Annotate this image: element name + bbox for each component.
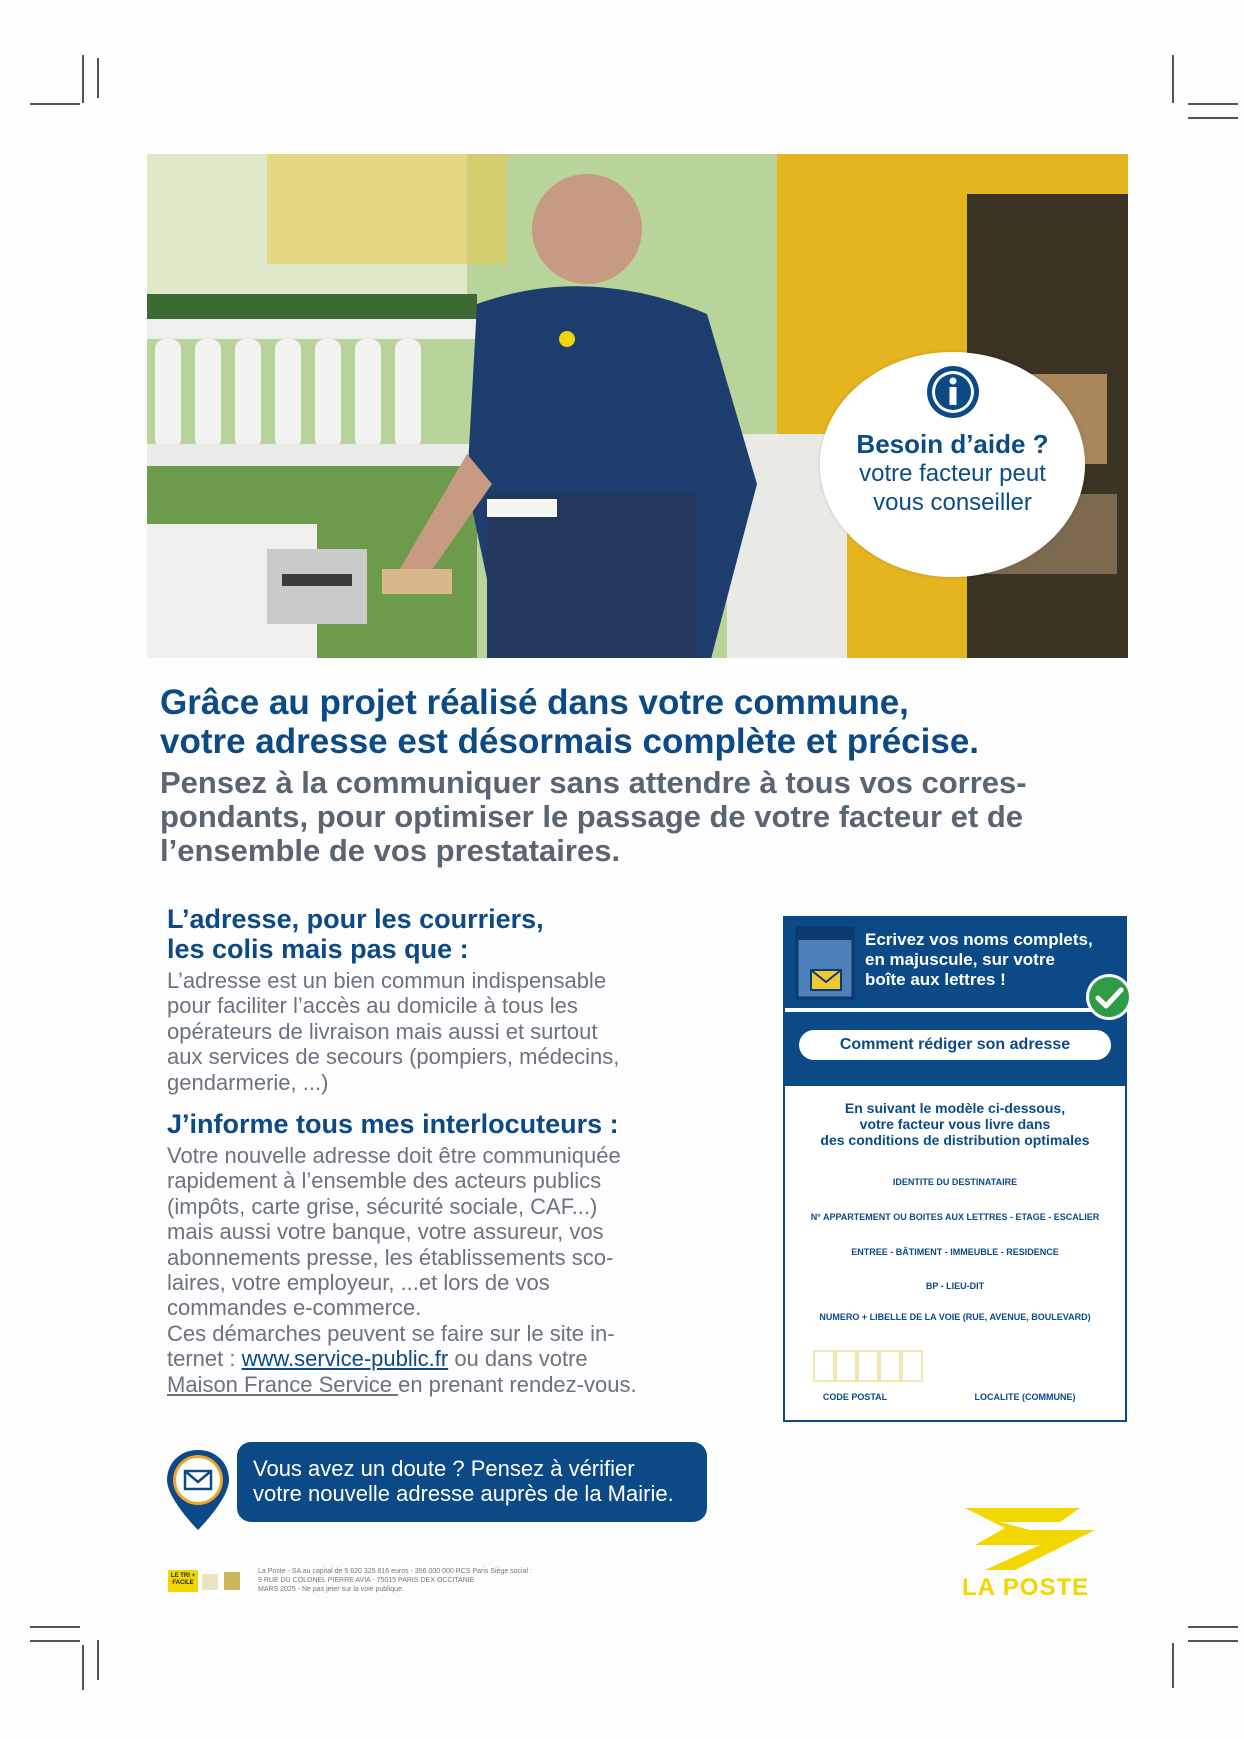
address-card (783, 916, 1127, 1422)
crop-mark (1188, 1640, 1238, 1642)
card-header-line: Ecrivez vos noms complets, (865, 930, 1093, 949)
body-line: opérateurs de livraison mais aussi et surtout (167, 1018, 598, 1044)
address-line-label: N° APPARTEMENT OU BOITES AUX LETTRES - ETAGE - ESCALIER (810, 1212, 1100, 1222)
address-line-label: ENTREE - BÂTIMENT - IMMEUBLE - RESIDENCE (851, 1247, 1059, 1257)
help-box (237, 1442, 707, 1522)
card-intro-line: votre facteur vous livre dans (859, 1116, 1051, 1132)
section-body (167, 968, 727, 1095)
recycling-icon (200, 1570, 244, 1592)
body-line: gendarmerie, ...) (167, 1069, 329, 1095)
card-header-line: en majuscule, sur votre (865, 950, 1055, 969)
tri-logo-text: LE TRI + FACILE (168, 1570, 198, 1592)
headline (160, 683, 1120, 761)
crop-mark (82, 55, 84, 103)
subheadline-line: l’ensemble de vos prestataires. (160, 833, 621, 868)
crop-mark (30, 1626, 80, 1628)
section-body (167, 1143, 727, 1397)
section-heading (167, 904, 727, 964)
info-column (167, 904, 727, 1397)
body-line: Votre nouvelle adresse doit être communiquée (167, 1143, 621, 1169)
address-line-label: NUMERO + LIBELLE DE LA VOIE (RUE, AVENUE, BOULEVARD) (819, 1312, 1091, 1322)
crop-mark (1188, 1626, 1238, 1628)
legal-line: MARS 2025 - Ne pas jeter sur la voie publique. (258, 1586, 404, 1593)
postal-code-label: CODE POSTAL (822, 1392, 888, 1402)
body-line: mais aussi votre banque, votre assureur, vos (167, 1219, 604, 1245)
service-public-link[interactable]: www.service-public.fr (241, 1346, 449, 1372)
maison-france-service-link[interactable]: Maison France Service (167, 1371, 399, 1397)
body-line: commandes e-commerce. (167, 1295, 422, 1321)
bubble-title: Besoin d’aide ? (856, 429, 1049, 459)
postal-code-boxes (813, 1350, 925, 1382)
section-heading-line: les colis mais pas que : (167, 934, 469, 964)
legal-line: La Poste - SA au capital de 5 620 325 816 euros - 356 000 000 RCS Paris Siège social : (258, 1568, 532, 1575)
crop-mark (97, 58, 99, 98)
body-line: pour faciliter l’accès au domicile à tous les (167, 993, 578, 1019)
link-suffix: ou dans votre (448, 1346, 588, 1372)
address-line-label: BP - LIEU-DIT (925, 1281, 985, 1291)
link-suffix: en prenant rendez-vous. (398, 1371, 637, 1397)
section-heading-line: L’adresse, pour les courriers, (167, 904, 544, 934)
mailbox-icon (793, 924, 857, 1002)
how-to-write-address-label: Comment rédiger son adresse (799, 1030, 1111, 1060)
body-line (167, 1346, 727, 1371)
body-line: aux services de secours (pompiers, médecins, (167, 1044, 620, 1070)
check-icon (1085, 973, 1133, 1021)
body-line: (impôts, carte grise, sécurité sociale, CAF...) (167, 1193, 598, 1219)
bubble-line: votre facteur peut (859, 460, 1046, 487)
card-header (785, 918, 1125, 1008)
headline-line: Grâce au projet réalisé dans votre commune, (160, 683, 909, 722)
la-poste-brand: LA POSTE (962, 1574, 1090, 1601)
info-icon (925, 364, 981, 420)
locality-label: LOCALITE (COMMUNE) (974, 1392, 1076, 1402)
body-line: laires, votre employeur, ...et lors de vos (167, 1270, 550, 1296)
subheadline-line: pondants, pour optimiser le passage de votre facteur et de (160, 799, 1024, 834)
crop-mark (1188, 117, 1238, 119)
body-line: abonnements presse, les établissements sco- (167, 1244, 614, 1270)
subheadline (160, 766, 1140, 868)
card-intro-line: En suivant le modèle ci-dessous, (844, 1100, 1066, 1116)
body-line: rapidement à l’ensemble des acteurs publics (167, 1168, 602, 1194)
body-line: L’adresse est un bien commun indispensable (167, 968, 607, 993)
help-line: votre nouvelle adresse auprès de la Mairie. (253, 1481, 674, 1506)
crop-mark (1188, 103, 1238, 105)
headline-line: votre adresse est désormais complète et précise. (160, 722, 980, 761)
crop-mark (1172, 55, 1174, 103)
crop-mark (82, 1645, 84, 1690)
link-prefix: ternet : (167, 1346, 242, 1372)
mail-pin-icon (163, 1447, 233, 1533)
body-line (167, 1372, 727, 1397)
section-heading: J’informe tous mes interlocuteurs : (167, 1109, 619, 1140)
crop-mark (1172, 1643, 1174, 1688)
body-line: Ces démarches peuvent se faire sur le site in- (167, 1320, 615, 1346)
help-bubble (820, 352, 1085, 577)
crop-mark (97, 1640, 99, 1680)
bubble-line: vous conseiller (873, 489, 1032, 516)
card-header-text (865, 930, 1115, 990)
tri-logo (168, 1570, 244, 1592)
card-intro (785, 1100, 1125, 1148)
card-header-line: boîte aux lettres ! (865, 970, 1006, 989)
crop-mark (30, 103, 80, 105)
card-intro-line: des conditions de distribution optimales (820, 1132, 1090, 1148)
crop-mark (30, 1640, 80, 1642)
legal-line: 9 RUE DU COLONEL PIERRE AVIA - 75015 PARIS DEX OCCITANIE (258, 1577, 475, 1584)
help-line: Vous avez un doute ? Pensez à vérifier (253, 1456, 635, 1481)
legal-notice (258, 1567, 638, 1594)
subheadline-line: Pensez à la communiquer sans attendre à tous vos corres- (160, 765, 1027, 800)
address-line-label: IDENTITE DU DESTINATAIRE (892, 1177, 1018, 1187)
